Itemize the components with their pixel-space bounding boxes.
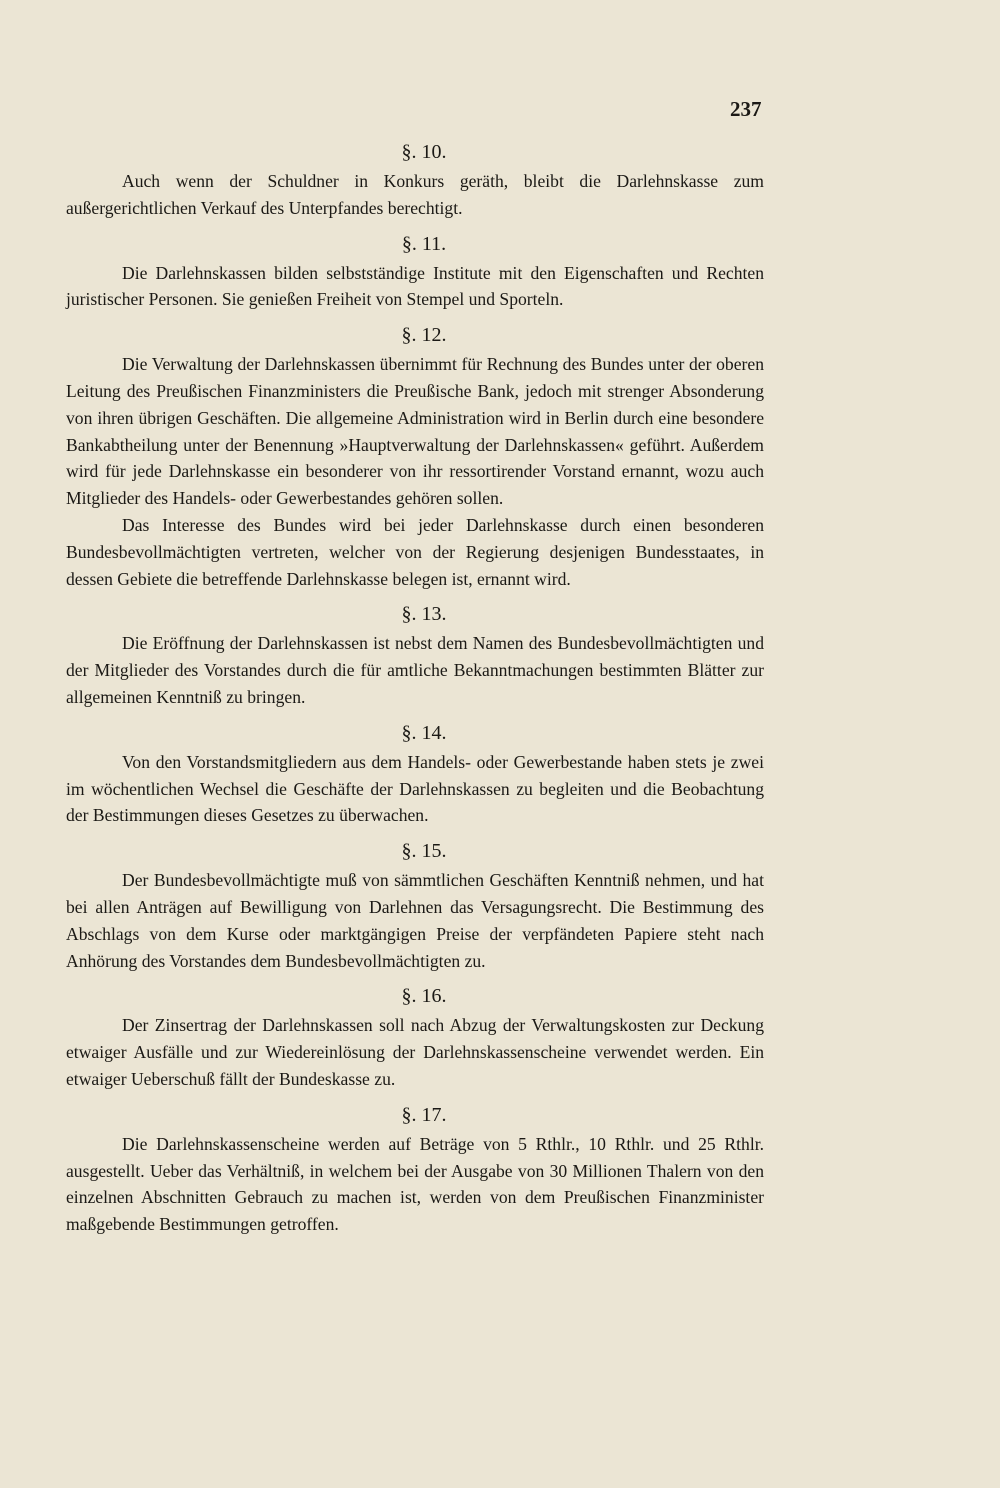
section-heading: §. 17. — [401, 1103, 447, 1126]
section-12 — [66, 323, 764, 592]
paragraph: Die Darlehnskassen bilden selbstständige Institute mit den Eigenschaften und Rechten juristischer Personen. Sie genießen Freiheit von Stempel und Sporteln. — [66, 262, 764, 310]
paragraph: Auch wenn der Schuldner in Konkurs geräth, bleibt die Darlehnskasse zum außergerichtlichen Verkauf des Unterpfandes berechtigt. — [66, 171, 764, 218]
section-heading: §. 15. — [401, 840, 447, 863]
section-10 — [66, 140, 764, 222]
paragraph: Der Zinsertrag der Darlehnskassen soll nach Abzug der Verwaltungskosten zur Deckung etwaiger Ausfälle und zur Wiedereinlösung der Darlehnskassenscheine verwendet werden. Ein etwaiger Ueberschuß fällt der Bundeskasse zu. — [66, 1015, 764, 1089]
paragraph: Die Verwaltung der Darlehnskassen übernimmt für Rechnung des Bundes unter der oberen Leitung des Preußischen Finanzministers die Preußische Bank, jedoch mit strenger Absonderung von ihren übrigen Geschäften. Die allgemeine Administration wird in Berlin durch eine besondere Bankabtheilung unter der Benennung »Hauptverwaltung der Darlehnskassen« geführt. Außerdem wird für jede Darlehnskasse ein besonderer von ihr ressortirender Vorstand ernannt, wozu auch Mitglieder des Handels- oder Gewerbestandes gehören sollen. — [66, 354, 764, 509]
paragraph: Von den Vorstandsmitgliedern aus dem Handels- oder Gewerbestande haben stets je zwei im wöchentlichen Wechsel die Geschäfte der Darlehnskassen zu begleiten und die Beobachtung der Bestimmungen dieses Gesetzes zu überwachen. — [66, 751, 764, 826]
section-14 — [66, 721, 764, 829]
document-body — [66, 140, 764, 1238]
section-heading: §. 16. — [401, 985, 447, 1008]
section-13 — [66, 602, 764, 710]
section-heading: §. 12. — [401, 324, 447, 347]
section-11 — [66, 232, 764, 314]
section-16 — [66, 984, 764, 1092]
section-heading: §. 10. — [401, 141, 447, 163]
paragraph: Die Eröffnung der Darlehnskassen ist nebst dem Namen des Bundesbevollmächtigten und der Mitglieder des Vorstandes durch die für amtliche Bekanntmachungen bestimmten Blätter zur allgemeinen Kenntniß zu bringen. — [66, 633, 764, 707]
section-heading: §. 14. — [401, 721, 447, 744]
section-heading: §. 11. — [401, 232, 447, 255]
paragraph: Das Interesse des Bundes wird bei jeder Darlehnskasse durch einen besonderen Bundesbevollmächtigten vertreten, welcher von der Regierung desjenigen Bundesstaates, in dessen Gebiete die betreffende Darlehnskasse belegen ist, ernannt wird. — [66, 514, 764, 589]
page-number: 237 — [730, 97, 762, 121]
section-heading: §. 13. — [401, 603, 447, 626]
section-17 — [66, 1103, 764, 1238]
paragraph: Der Bundesbevollmächtigte muß von sämmtlichen Geschäften Kenntniß nehmen, und hat bei allen Anträgen auf Bewilligung von Darlehnen das Versagungsrecht. Die Bestimmung des Abschlags von dem Kurse oder marktgängigen Preise der verpfändeten Papiere steht nach Anhörung des Vorstandes dem Bundesbevollmächtigten zu. — [66, 870, 764, 971]
section-15 — [66, 839, 764, 974]
paragraph: Die Darlehnskassenscheine werden auf Beträge von 5 Rthlr., 10 Rthlr. und 25 Rthlr. ausgestellt. Ueber das Verhältniß, in welchem bei der Ausgabe von 30 Millionen Thalern von den einzelnen Abschnitten Gebrauch zu machen ist, werden von dem Preußischen Finanzminister maßgebende Bestimmungen getroffen. — [66, 1133, 764, 1235]
